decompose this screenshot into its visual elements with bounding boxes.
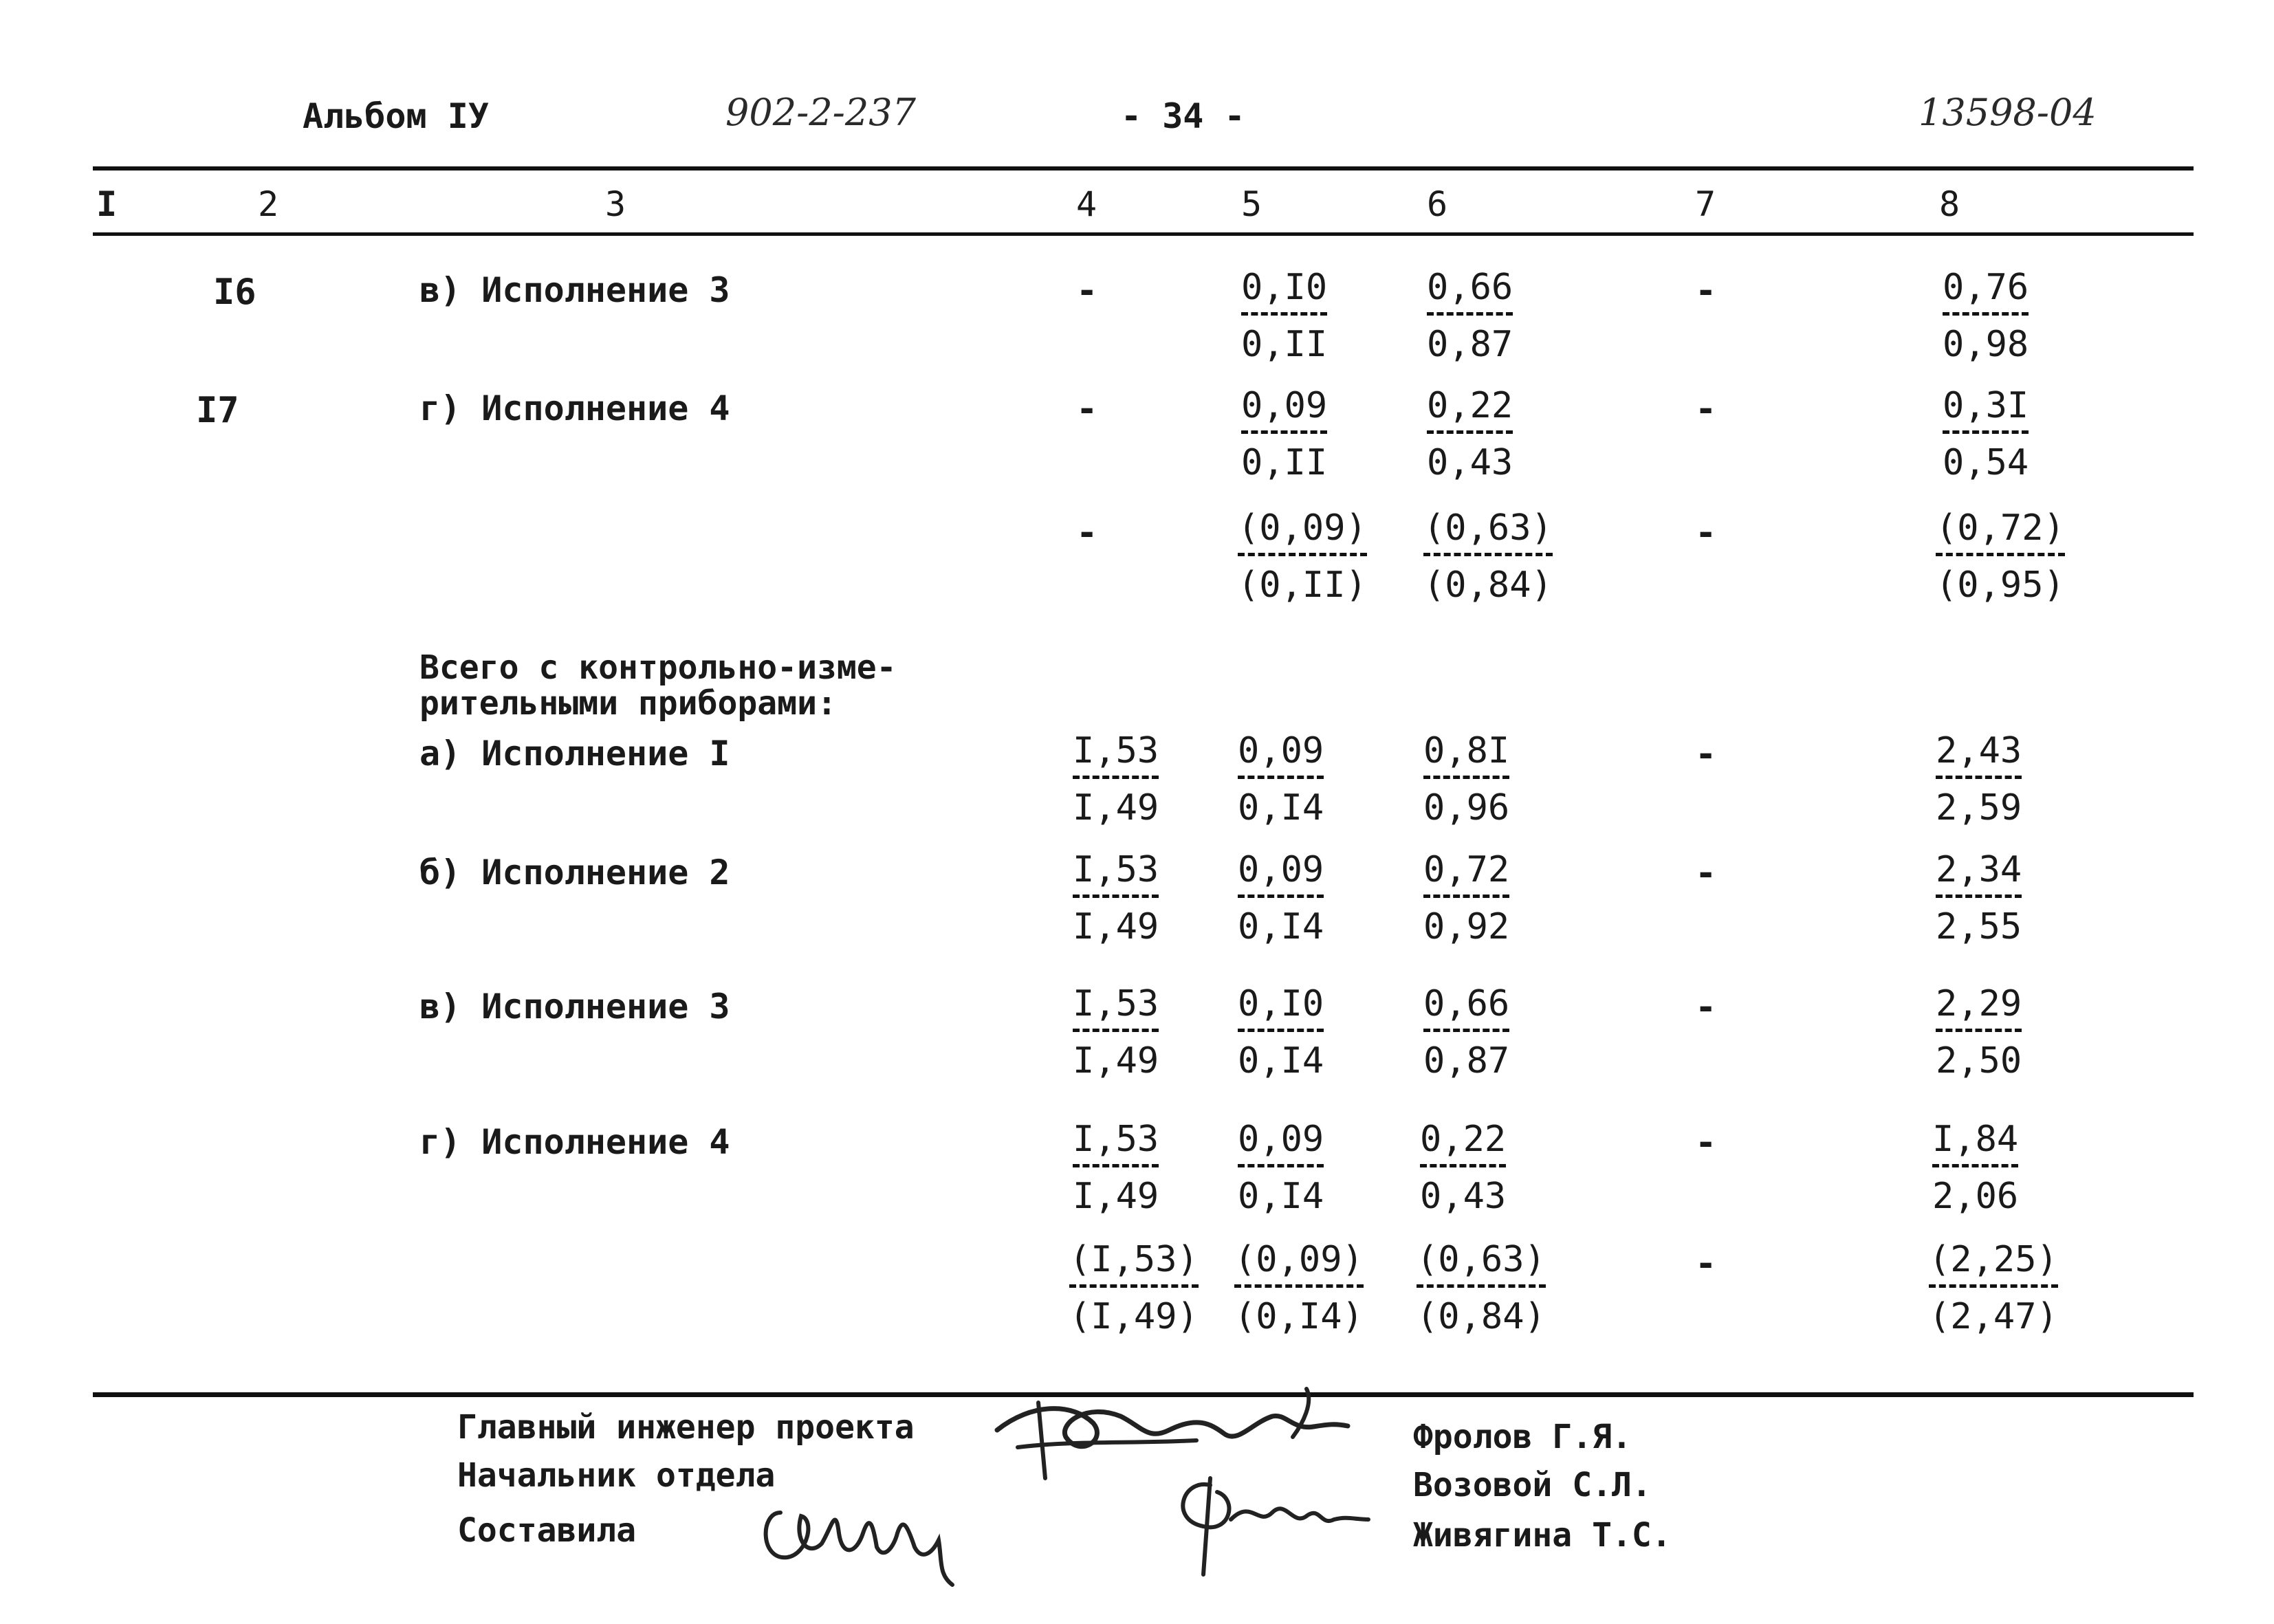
column-header-rule	[93, 232, 2194, 236]
signature-name: Живягина Т.С.	[1413, 1516, 1672, 1555]
numerator: 0,I0	[1241, 267, 1327, 316]
row-label: б) Исполнение 2	[419, 853, 730, 892]
fraction-col5	[1238, 849, 1324, 947]
numerator: I,84	[1932, 1119, 2018, 1167]
cell-col7: -	[1695, 388, 1717, 430]
denominator: 0,II	[1241, 442, 1328, 483]
fraction-col8	[1936, 849, 2022, 947]
numerator: 2,29	[1936, 983, 2022, 1032]
fraction-col5	[1238, 983, 1324, 1082]
fraction-col8	[1943, 267, 2029, 365]
denominator: 0,I4	[1238, 1040, 1324, 1082]
numerator: (0,63)	[1417, 1239, 1546, 1288]
denominator: 0,92	[1423, 906, 1510, 947]
numerator: (0,63)	[1423, 507, 1553, 556]
denominator: I,49	[1073, 1176, 1159, 1217]
fraction-col4	[1073, 849, 1159, 947]
denominator: 0,43	[1427, 442, 1513, 483]
numerator: 0,8I	[1423, 730, 1509, 779]
denominator: I,49	[1073, 906, 1159, 947]
row-number: I7	[196, 390, 239, 431]
numerator: 0,09	[1241, 385, 1327, 434]
numerator: (2,25)	[1929, 1239, 2058, 1288]
numerator: 0,09	[1238, 1119, 1324, 1167]
numerator: 0,3I	[1943, 385, 2029, 434]
numerator: 0,22	[1420, 1119, 1506, 1167]
fraction-col6	[1427, 267, 1513, 365]
denominator: (0,I4)	[1234, 1296, 1364, 1337]
fraction-col8	[1936, 983, 2022, 1082]
fraction-col8	[1943, 385, 2029, 483]
numerator: 0,76	[1943, 267, 2029, 316]
fraction-col5	[1238, 1119, 1324, 1217]
signature-role: Начальник отдела	[457, 1456, 776, 1495]
denominator: 0,I4	[1238, 906, 1324, 947]
column-number-5: 5	[1241, 184, 1262, 224]
cell-col4: -	[1076, 270, 1098, 311]
numerator: (0,09)	[1234, 1239, 1364, 1288]
fraction-col5	[1241, 267, 1327, 365]
project-code: 902-2-237	[725, 91, 916, 134]
fraction-col5	[1238, 730, 1324, 829]
album-label: Альбом IУ	[303, 96, 489, 136]
numerator: (0,72)	[1936, 507, 2065, 556]
column-number-1: I	[96, 184, 118, 224]
signature-scribble-compiler	[753, 1485, 959, 1588]
cell-col7: -	[1695, 1243, 1717, 1284]
denominator: (0,II)	[1238, 564, 1367, 606]
fraction-col4	[1069, 1239, 1199, 1337]
fraction-col5	[1234, 1239, 1364, 1337]
numerator: 2,34	[1936, 849, 2022, 898]
fraction-col4	[1073, 1119, 1159, 1217]
denominator: 0,87	[1423, 1040, 1510, 1082]
cell-col7: -	[1695, 987, 1717, 1028]
fraction-col6	[1423, 983, 1509, 1082]
numerator: 0,66	[1423, 983, 1509, 1032]
denominator: 0,I4	[1238, 787, 1324, 829]
fraction-col6	[1423, 730, 1509, 829]
row-number: I6	[213, 272, 256, 313]
signature-scribble-head-of-department	[1155, 1458, 1375, 1581]
signature-role: Главный инженер проекта	[457, 1408, 915, 1447]
numerator: 0,09	[1238, 730, 1324, 779]
numerator: I,53	[1073, 849, 1159, 898]
cell-col7: -	[1695, 734, 1717, 775]
numerator: 0,09	[1238, 849, 1324, 898]
denominator: I,49	[1073, 1040, 1159, 1082]
fraction-col4	[1073, 983, 1159, 1082]
fraction-col8	[1932, 1119, 2018, 1217]
denominator: (0,84)	[1423, 564, 1553, 606]
row-label: в) Исполнение 3	[419, 987, 730, 1027]
fraction-col6	[1423, 507, 1553, 606]
numerator: I,53	[1073, 730, 1159, 779]
column-number-7: 7	[1695, 184, 1716, 224]
column-number-6: 6	[1427, 184, 1448, 224]
denominator: 0,I4	[1238, 1176, 1324, 1217]
numerator: 0,I0	[1238, 983, 1324, 1032]
fraction-col8	[1936, 730, 2022, 829]
fraction-col6	[1420, 1119, 1506, 1217]
numerator: I,53	[1073, 983, 1159, 1032]
signature-name: Возовой С.Л.	[1413, 1466, 1652, 1504]
numerator: 0,72	[1423, 849, 1509, 898]
denominator: (I,49)	[1069, 1296, 1199, 1337]
numerator: 0,22	[1427, 385, 1513, 434]
column-number-2: 2	[258, 184, 279, 224]
denominator: 0,II	[1241, 324, 1328, 365]
denominator: 2,50	[1936, 1040, 2022, 1082]
denominator: 0,96	[1423, 787, 1510, 829]
signature-name: Фролов Г.Я.	[1413, 1418, 1632, 1456]
denominator: 2,55	[1936, 906, 2022, 947]
numerator: 0,66	[1427, 267, 1513, 316]
cell-col7: -	[1695, 270, 1717, 311]
cell-col7: -	[1695, 1122, 1717, 1163]
document-number: 13598-04	[1918, 91, 2097, 134]
denominator: (0,95)	[1936, 564, 2065, 606]
fraction-col8	[1929, 1239, 2058, 1337]
fraction-col6	[1427, 385, 1513, 483]
denominator: 0,43	[1420, 1176, 1507, 1217]
top-rule	[93, 166, 2194, 171]
denominator: (0,84)	[1417, 1296, 1546, 1337]
totals-heading	[419, 650, 942, 721]
column-number-8: 8	[1939, 184, 1960, 224]
page-number: - 34 -	[1121, 96, 1245, 136]
denominator: 2,06	[1932, 1176, 2019, 1217]
numerator: I,53	[1073, 1119, 1159, 1167]
denominator: 0,87	[1427, 324, 1513, 365]
cell-col4: -	[1076, 388, 1098, 430]
column-number-4: 4	[1076, 184, 1097, 224]
denominator: 0,54	[1943, 442, 2029, 483]
totals-heading-line-1: Всего с контрольно-изме-	[419, 648, 897, 687]
fraction-col5	[1241, 385, 1327, 483]
row-label: г) Исполнение 4	[419, 1122, 730, 1162]
cell-col4: -	[1076, 512, 1098, 553]
fraction-col4	[1073, 730, 1159, 829]
cell-col7: -	[1695, 512, 1717, 553]
denominator: (2,47)	[1929, 1296, 2058, 1337]
numerator: (0,09)	[1238, 507, 1367, 556]
row-label: а) Исполнение I	[419, 734, 730, 773]
denominator: I,49	[1073, 787, 1159, 829]
fraction-col8	[1936, 507, 2065, 606]
row-label: г) Исполнение 4	[419, 388, 730, 428]
numerator: 2,43	[1936, 730, 2022, 779]
numerator: (I,53)	[1069, 1239, 1199, 1288]
denominator: 0,98	[1943, 324, 2029, 365]
signature-role: Составила	[457, 1511, 637, 1550]
totals-heading-line-2: рительными приборами:	[419, 684, 837, 723]
fraction-col6	[1417, 1239, 1546, 1337]
cell-col7: -	[1695, 853, 1717, 894]
fraction-col6	[1423, 849, 1509, 947]
column-number-3: 3	[605, 184, 626, 224]
denominator: 2,59	[1936, 787, 2022, 829]
row-label: в) Исполнение 3	[419, 270, 730, 310]
fraction-col5	[1238, 507, 1367, 606]
